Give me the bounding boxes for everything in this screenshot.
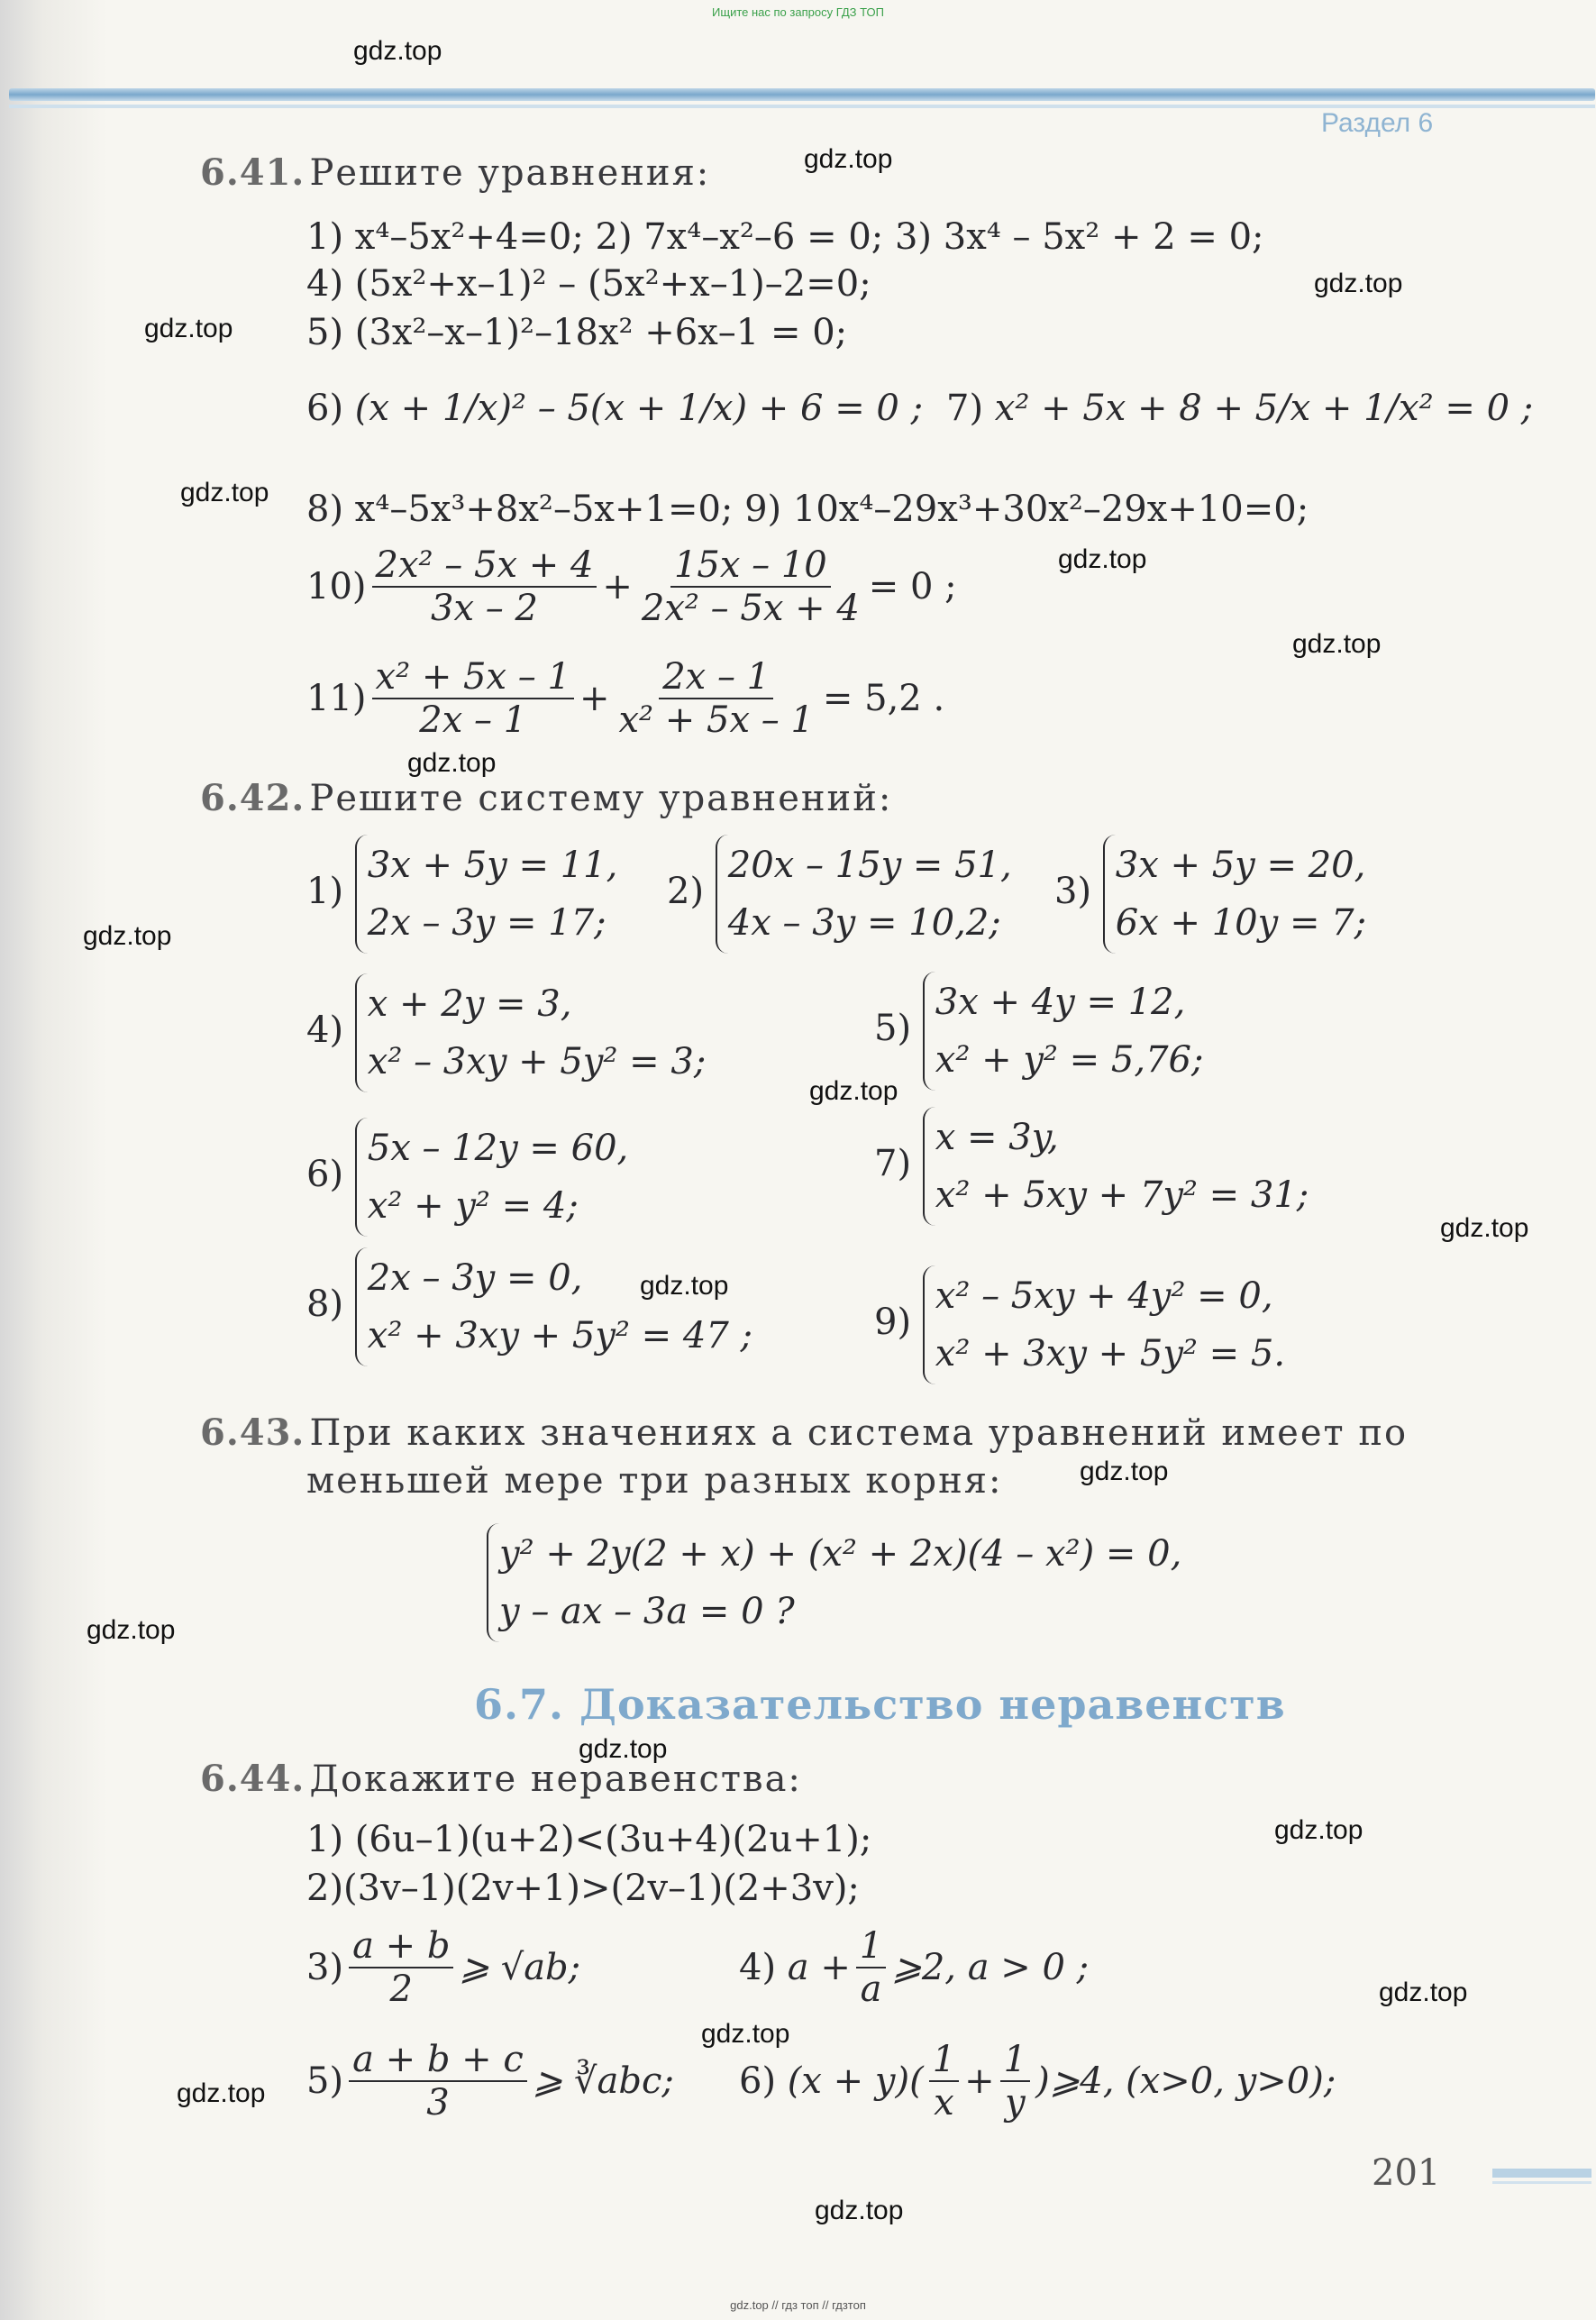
numerator: 1 bbox=[1000, 2039, 1030, 2082]
system-eq: 4x – 3y = 10,2; bbox=[727, 902, 1001, 944]
watermark: gdz.top bbox=[1080, 1457, 1169, 1486]
ineq-5 bbox=[306, 2039, 674, 2124]
ineq-tail: ⩾ √ab; bbox=[459, 1947, 581, 1988]
denominator: 2 bbox=[389, 1968, 413, 2010]
system-brace bbox=[355, 835, 618, 954]
problem-title: Докажите неравенства: bbox=[309, 1758, 802, 1800]
system-eq: x + 2y = 3, bbox=[367, 983, 572, 1025]
system-label: 5) bbox=[874, 1008, 912, 1049]
system-eq: 3x + 5y = 20, bbox=[1115, 845, 1366, 886]
eq-row-10: 10) $\frac{\text{2x² – 5x + 4}}{3x - 2}$ + $\frac{15x - 10}{\text{2x² – 5x + 4}}$ = 0 ; bbox=[306, 544, 957, 629]
numerator: 2x² – 5x + 4 bbox=[372, 544, 597, 588]
top-note: Ищите нас по запросу ГДЗ ТОП bbox=[712, 5, 884, 19]
watermark: gdz.top bbox=[83, 921, 172, 951]
system-eq: 5x – 12y = 60, bbox=[367, 1128, 629, 1169]
eq-row-1: 1) x⁴–5x²+4=0; 2) 7x⁴–x²–6 = 0; 3) 3x⁴ – 5x² + 2 = 0; bbox=[306, 216, 1264, 258]
system-eq: 20x – 15y = 51, bbox=[727, 845, 1012, 886]
ineq-tail: ⩾2, a > 0 ; bbox=[891, 1947, 1090, 1988]
system-6 bbox=[306, 1118, 628, 1237]
eq-label: 11) bbox=[306, 678, 367, 719]
system-eq: 2x – 3y = 0, bbox=[367, 1257, 583, 1299]
system-label: 4) bbox=[306, 1009, 344, 1051]
fraction bbox=[856, 1925, 886, 2010]
watermark: gdz.top bbox=[1379, 1977, 1468, 2007]
system-brace bbox=[355, 1247, 752, 1366]
system-label: 3) bbox=[1054, 871, 1092, 912]
ineq-4 bbox=[739, 1925, 1089, 2010]
system-eq: 6x + 10y = 7; bbox=[1115, 902, 1367, 944]
problem-number: 6.43. bbox=[200, 1411, 306, 1454]
system-9 bbox=[874, 1265, 1285, 1384]
denominator: y bbox=[1005, 2082, 1026, 2124]
subsection-heading: 6.7. Доказательство неравенств bbox=[474, 1680, 1286, 1729]
watermark: gdz.top bbox=[1440, 1213, 1529, 1243]
watermark: gdz.top bbox=[1292, 629, 1382, 659]
numerator: 15x – 10 bbox=[670, 544, 831, 588]
numerator: x² + 5x – 1 bbox=[372, 656, 574, 699]
system-brace bbox=[716, 835, 1012, 954]
ineq-label: 3) bbox=[306, 1947, 344, 1988]
watermark: gdz.top bbox=[809, 1076, 898, 1106]
ineq-head: a + bbox=[787, 1947, 851, 1988]
eq-label: 6) bbox=[306, 388, 344, 429]
system-brace bbox=[355, 973, 707, 1092]
fraction bbox=[372, 656, 574, 741]
eq-label: 7) bbox=[946, 388, 984, 429]
system-label: 9) bbox=[874, 1302, 912, 1343]
system-label: 2) bbox=[667, 871, 705, 912]
watermark: gdz.top bbox=[1314, 269, 1403, 298]
watermark: gdz.top bbox=[815, 2196, 904, 2225]
system-label: 1) bbox=[306, 871, 344, 912]
denominator: a bbox=[860, 1968, 882, 2010]
problem-6-44-header bbox=[200, 1758, 802, 1800]
watermark: gdz.top bbox=[1058, 544, 1147, 574]
system-eq: x² – 5xy + 4y² = 0, bbox=[935, 1275, 1273, 1317]
fraction bbox=[1000, 2039, 1030, 2124]
system-eq: x² + y² = 5,76; bbox=[935, 1039, 1204, 1081]
ineq-label: 6) bbox=[739, 2060, 777, 2102]
eq-row-2: 4) (5x²+x–1)² – (5x²+x–1)–2=0; bbox=[306, 263, 871, 305]
ineq-label: 4) bbox=[739, 1947, 777, 1988]
ineq-tail: )⩾4, (x>0, y>0); bbox=[1035, 2060, 1336, 2102]
system-eq: x² + 3xy + 5y² = 47 ; bbox=[367, 1315, 752, 1356]
problem-6-43-header bbox=[200, 1411, 1408, 1454]
system-brace bbox=[355, 1118, 629, 1237]
system-eq: x² + 3xy + 5y² = 5. bbox=[935, 1333, 1286, 1375]
watermark: gdz.top bbox=[180, 478, 269, 507]
system-brace bbox=[487, 1523, 1181, 1642]
numerator: 1 bbox=[929, 2039, 959, 2082]
denominator: 3 bbox=[426, 2082, 450, 2124]
problem-text: При каких значениях a система уравнений имеет по bbox=[309, 1412, 1409, 1454]
watermark: gdz.top bbox=[804, 144, 893, 174]
ineq-row-1: 1) (6u–1)(u+2)<(3u+4)(2u+1); bbox=[306, 1819, 872, 1860]
eq-row-4 bbox=[306, 388, 923, 429]
system-eq: 2x – 3y = 17; bbox=[367, 902, 606, 944]
plus-sign: + bbox=[964, 2060, 995, 2102]
numerator: 1 bbox=[856, 1925, 886, 1968]
header-rule bbox=[9, 88, 1595, 101]
numerator: a + b + c bbox=[349, 2039, 527, 2082]
page-bar bbox=[1492, 2169, 1591, 2178]
eq-row-3: 5) (3x²–x–1)²–18x² +6x–1 = 0; bbox=[306, 312, 848, 353]
system-eq: x² + 5xy + 7y² = 31; bbox=[935, 1174, 1309, 1216]
book-spine-shadow bbox=[0, 0, 108, 2320]
watermark: gdz.top bbox=[407, 748, 497, 778]
problem-number: 6.44. bbox=[200, 1758, 306, 1800]
system-eq: y – ax – 3a = 0 ? bbox=[499, 1591, 795, 1632]
denominator: x² + 5x – 1 bbox=[618, 699, 814, 741]
eq-tail: = 5,2 . bbox=[822, 678, 945, 719]
system-brace bbox=[923, 972, 1204, 1091]
fraction bbox=[929, 2039, 959, 2124]
eq-7: x² + 5x + 8 + 5/x + 1/x² = 0 ; bbox=[994, 388, 1534, 429]
system-1 bbox=[306, 835, 617, 954]
system-eq: 3x + 4y = 12, bbox=[935, 982, 1186, 1023]
eq-row-4b bbox=[946, 388, 1533, 429]
problem-text-line2: меньшей мере три разных корня: bbox=[306, 1460, 1003, 1502]
denominator: x bbox=[934, 2082, 954, 2124]
system-5 bbox=[874, 972, 1203, 1091]
system-brace bbox=[923, 1265, 1285, 1384]
page-number: 201 bbox=[1372, 2152, 1441, 2194]
watermark: gdz.top bbox=[177, 2078, 266, 2108]
system-brace bbox=[923, 1107, 1309, 1226]
system-7 bbox=[874, 1107, 1309, 1226]
watermark: gdz.top bbox=[1274, 1815, 1363, 1845]
system-4 bbox=[306, 973, 706, 1092]
fraction bbox=[638, 544, 863, 629]
numerator: a + b bbox=[349, 1925, 453, 1968]
bottom-note: gdz.top // гдз топ // гдзтоп bbox=[730, 2298, 866, 2312]
eq-6: (x + 1/x)² – 5(x + 1/x) + 6 = 0 ; bbox=[354, 388, 924, 429]
watermark: gdz.top bbox=[144, 314, 233, 343]
watermark: gdz.top bbox=[353, 36, 442, 66]
system-2 bbox=[667, 835, 1012, 954]
eq-label: 10) bbox=[306, 566, 367, 607]
system-brace bbox=[1103, 835, 1366, 954]
fraction bbox=[615, 656, 816, 741]
problem-title: Решите систему уравнений: bbox=[309, 778, 893, 819]
ineq-row-2: 2)(3v–1)(2v+1)>(2v–1)(2+3v); bbox=[306, 1868, 860, 1909]
denominator: 2x² – 5x + 4 bbox=[641, 588, 860, 629]
system-eq: x² – 3xy + 5y² = 3; bbox=[367, 1041, 707, 1082]
system-eq: y² + 2y(2 + x) + (x² + 2x)(4 – x²) = 0, bbox=[499, 1533, 1182, 1575]
system-label: 7) bbox=[874, 1143, 912, 1184]
ineq-label: 5) bbox=[306, 2060, 344, 2102]
denominator: 2x – 1 bbox=[419, 699, 527, 741]
watermark: gdz.top bbox=[701, 2019, 790, 2049]
watermark: gdz.top bbox=[579, 1734, 668, 1764]
fraction bbox=[372, 544, 597, 629]
numerator: 2x – 1 bbox=[659, 656, 773, 699]
ineq-3 bbox=[306, 1925, 580, 2010]
system-eq: 3x + 5y = 11, bbox=[367, 845, 618, 886]
system-label: 8) bbox=[306, 1283, 344, 1325]
system-eq: x = 3y, bbox=[935, 1117, 1059, 1158]
ineq-tail: ⩾ ∛abc; bbox=[532, 2060, 674, 2102]
ineq-head: (x + y)( bbox=[787, 2060, 924, 2102]
problem-6-41-header bbox=[200, 151, 710, 194]
system-eq: x² + y² = 4; bbox=[367, 1185, 579, 1227]
section-label: Раздел 6 bbox=[1321, 108, 1434, 138]
watermark: gdz.top bbox=[87, 1615, 176, 1645]
eq-tail: = 0 ; bbox=[868, 566, 957, 607]
ineq-6 bbox=[739, 2039, 1336, 2124]
eq-row-5: 8) x⁴–5x³+8x²–5x+1=0; 9) 10x⁴–29x³+30x²–29x+10=0; bbox=[306, 489, 1309, 530]
watermark: gdz.top bbox=[640, 1271, 729, 1301]
fraction bbox=[349, 2039, 527, 2124]
eq-row-11: 11) $\frac{\text{x² + 5x – 1}}{2x - 1}$ + $\frac{2x - 1}{\text{x² + 5x – 1}}$ = 5,2 . bbox=[306, 656, 945, 741]
problem-number: 6.42. bbox=[200, 777, 306, 819]
denominator: 3x – 2 bbox=[431, 588, 538, 629]
fraction bbox=[349, 1925, 453, 2010]
system-8 bbox=[306, 1247, 752, 1366]
system-643 bbox=[487, 1523, 1181, 1642]
system-label: 6) bbox=[306, 1154, 344, 1195]
problem-number: 6.41. bbox=[200, 151, 306, 194]
problem-title: Решите уравнения: bbox=[309, 152, 711, 194]
problem-6-42-header bbox=[200, 777, 892, 819]
page-bar-thin bbox=[1492, 2181, 1591, 2184]
system-3 bbox=[1054, 835, 1366, 954]
